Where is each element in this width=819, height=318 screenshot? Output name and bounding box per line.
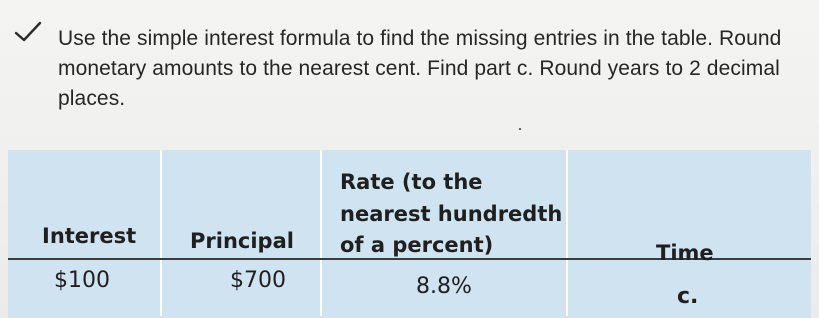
header-rate-line3: of a percent) [340, 233, 494, 257]
table-row [8, 259, 811, 316]
question-text: Use the simple interest formula to find the missing entries in the table. Round monetary amounts to the nearest cent. Find part c. Round years to 2 decimal places. [58, 27, 782, 110]
header-rate-line1: Rate (to the [340, 170, 483, 194]
value-time-part-c[interactable]: c. [677, 284, 699, 309]
cell-time[interactable] [567, 259, 811, 316]
cell-rate [321, 259, 567, 316]
header-principal: Principal [190, 229, 294, 253]
cell-interest [8, 259, 161, 316]
header-time: Time [656, 241, 714, 265]
header-cell-time [567, 150, 811, 265]
value-interest: $100 [54, 268, 110, 293]
value-principal: $700 [230, 268, 286, 293]
table-header-row [8, 150, 811, 259]
header-cell-interest [8, 150, 161, 259]
value-rate: 8.8% [416, 274, 472, 299]
cell-principal [161, 259, 321, 316]
data-table [8, 150, 811, 318]
checkmark-icon [12, 20, 44, 44]
header-cell-rate [321, 150, 567, 259]
header-cell-principal [161, 150, 321, 259]
header-rate-line2: nearest hundredth [340, 202, 563, 226]
simple-interest-table [8, 150, 811, 316]
stray-dot [519, 128, 521, 130]
header-interest: Interest [42, 224, 137, 248]
